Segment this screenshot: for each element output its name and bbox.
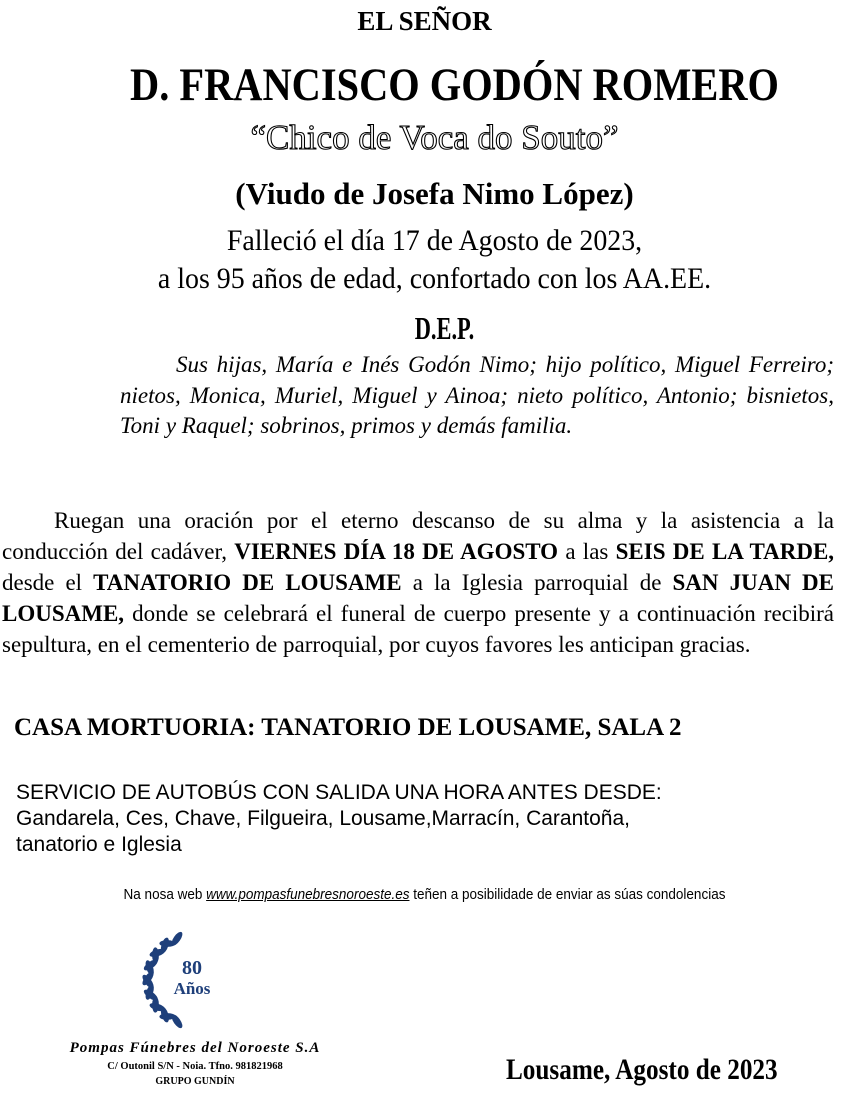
company-name: Pompas Fúnebres del Noroeste S.A bbox=[69, 1040, 321, 1056]
web-note bbox=[42, 886, 806, 903]
age-line: a los 95 años de edad, confortado con los AA.EE. bbox=[157, 262, 712, 295]
request-text-2: a las bbox=[565, 539, 609, 564]
dep-heading: D.E.P. bbox=[414, 310, 475, 346]
funeral-home: TANATORIO DE LOUSAME bbox=[93, 570, 402, 595]
bus-service-line-2: Gandarela, Ces, Chave, Filgueira, Lousame,Marracín, Carantoña, bbox=[16, 807, 630, 830]
widower-line: (Viudo de Josefa Nimo López) bbox=[235, 176, 634, 211]
web-note-prefix: Na nosa web bbox=[123, 886, 203, 903]
place-date: Lousame, Agosto de 2023 bbox=[506, 1053, 778, 1086]
funeral-time: SEIS DE LA TARDE, bbox=[615, 539, 835, 564]
request-paragraph bbox=[2, 505, 834, 660]
bus-service bbox=[16, 780, 849, 858]
title-el-senor: EL SEÑOR bbox=[357, 6, 492, 36]
casa-mortuoria: CASA MORTUORIA: TANATORIO DE LOUSAME, SALA 2 bbox=[14, 714, 682, 741]
family-paragraph: Sus hijas, María e Inés Godón Nimo; hijo político, Miguel Ferreiro; nietos, Monica, Muriel, Miguel y Ainoa; nieto político, Antonio; bisnietos, Toni y Raquel; sobrinos, primos y demás familia. bbox=[120, 352, 834, 438]
deceased-name: D. FRANCISCO GODÓN ROMERO bbox=[130, 59, 779, 111]
bus-service-line-3: tanatorio e Iglesia bbox=[16, 833, 182, 856]
request-text-4: a la Iglesia parroquial de bbox=[412, 570, 662, 595]
funeral-date: VIERNES DÍA 18 DE AGOSTO bbox=[234, 539, 559, 564]
anniversary-laurel-logo bbox=[132, 930, 252, 1030]
death-date-line: Falleció el día 17 de Agosto de 2023, bbox=[226, 224, 643, 257]
website-link[interactable]: www.pompasfunebresnoroeste.es bbox=[206, 886, 410, 903]
company-address: C/ Outonil S/N - Noia. Tfno. 981821968 bbox=[107, 1061, 283, 1072]
bus-service-line-1: SERVICIO DE AUTOBÚS CON SALIDA UNA HORA ANTES DESDE: bbox=[16, 781, 662, 804]
logo-number: 80 bbox=[182, 957, 202, 979]
logo-word: Años bbox=[173, 979, 211, 998]
request-text-1: Ruegan una oración por el eterno descanso de su alma y la asistencia a la conducción del cadáver, bbox=[2, 508, 834, 564]
web-note-suffix: teñen a posibilidade de enviar as súas condolencias bbox=[413, 886, 726, 903]
company-group: GRUPO GUNDÍN bbox=[155, 1076, 235, 1087]
request-text-3: desde el bbox=[2, 570, 83, 595]
request-text-5: donde se celebrará el funeral de cuerpo presente y a continuación recibirá sepultura, en el cementerio de parroquial, por cuyos favores les anticipan gracias. bbox=[2, 601, 835, 657]
church-name: SAN JUAN DE LOUSAME, bbox=[2, 570, 834, 626]
nickname: “Chico de Voca do Souto” bbox=[250, 118, 619, 157]
